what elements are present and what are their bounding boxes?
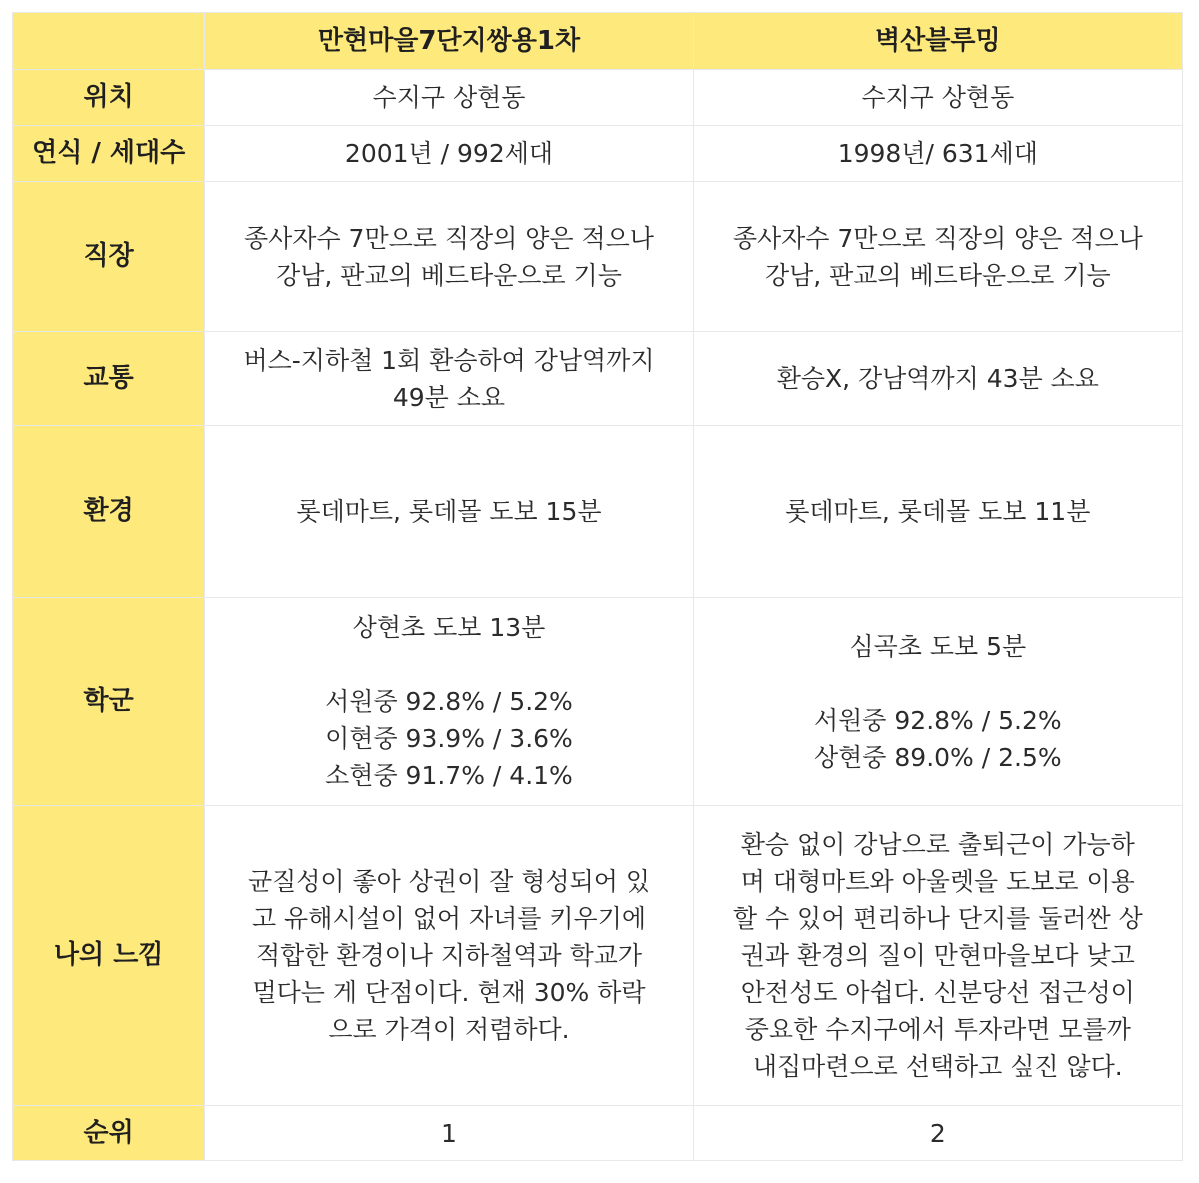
cell-location-a: 수지구 상현동: [205, 70, 693, 126]
row-label-age-households: 연식 / 세대수: [13, 126, 205, 182]
column-header-apartment-1: 만현마을7단지쌍용1차: [205, 13, 693, 70]
row-label-location: 위치: [13, 70, 205, 126]
cell-rank-a: 1: [205, 1106, 693, 1161]
table-row: [13, 182, 1183, 332]
table-row: [13, 806, 1183, 1106]
row-label-rank: 순위: [13, 1106, 205, 1161]
cell-jobs-a: 종사자수 7만으로 직장의 양은 적으나 강남, 판교의 베드타운으로 기능: [205, 182, 693, 332]
cell-age-households-b: 1998년/ 631세대: [693, 126, 1182, 182]
row-label-school: 학군: [13, 598, 205, 806]
table-row: [13, 1106, 1183, 1161]
table-row: [13, 598, 1183, 806]
header-row: [13, 13, 1183, 70]
row-label-environment: 환경: [13, 426, 205, 598]
corner-cell: [13, 13, 205, 70]
table-row: [13, 426, 1183, 598]
cell-environment-a: 롯데마트, 롯데몰 도보 15분: [205, 426, 693, 598]
cell-rank-b: 2: [693, 1106, 1182, 1161]
row-label-jobs: 직장: [13, 182, 205, 332]
row-label-transport: 교통: [13, 332, 205, 426]
comparison-table: [12, 12, 1183, 1161]
table-row: [13, 126, 1183, 182]
cell-location-b: 수지구 상현동: [693, 70, 1182, 126]
column-header-apartment-2: 벽산블루밍: [693, 13, 1182, 70]
table-row: [13, 70, 1183, 126]
cell-impression-a: 균질성이 좋아 상권이 잘 형성되어 있 고 유해시설이 없어 자녀를 키우기에 적합한 환경이나 지하철역과 학교가 멀다는 게 단점이다. 현재 30% 하락 으로 가격이 저렴하다.: [205, 806, 693, 1106]
cell-age-households-a: 2001년 / 992세대: [205, 126, 693, 182]
cell-transport-a: 버스-지하철 1회 환승하여 강남역까지 49분 소요: [205, 332, 693, 426]
table-row: [13, 332, 1183, 426]
cell-transport-b: 환승X, 강남역까지 43분 소요: [693, 332, 1182, 426]
row-label-impression: 나의 느낌: [13, 806, 205, 1106]
cell-school-a: 상현초 도보 13분 서원중 92.8% / 5.2% 이현중 93.9% / 3.6% 소현중 91.7% / 4.1%: [205, 598, 693, 806]
cell-school-b: 심곡초 도보 5분 서원중 92.8% / 5.2% 상현중 89.0% / 2.5%: [693, 598, 1182, 806]
cell-impression-b: 환승 없이 강남으로 출퇴근이 가능하 며 대형마트와 아울렛을 도보로 이용 할 수 있어 편리하나 단지를 둘러싼 상 권과 환경의 질이 만현마을보다 낮고 안전성도 아쉽다. 신분당선 접근성이 중요한 수지구에서 투자라면 모를까 내집마련으로 선택하고 싶진 않다.: [693, 806, 1182, 1106]
cell-jobs-b: 종사자수 7만으로 직장의 양은 적으나 강남, 판교의 베드타운으로 기능: [693, 182, 1182, 332]
cell-environment-b: 롯데마트, 롯데몰 도보 11분: [693, 426, 1182, 598]
